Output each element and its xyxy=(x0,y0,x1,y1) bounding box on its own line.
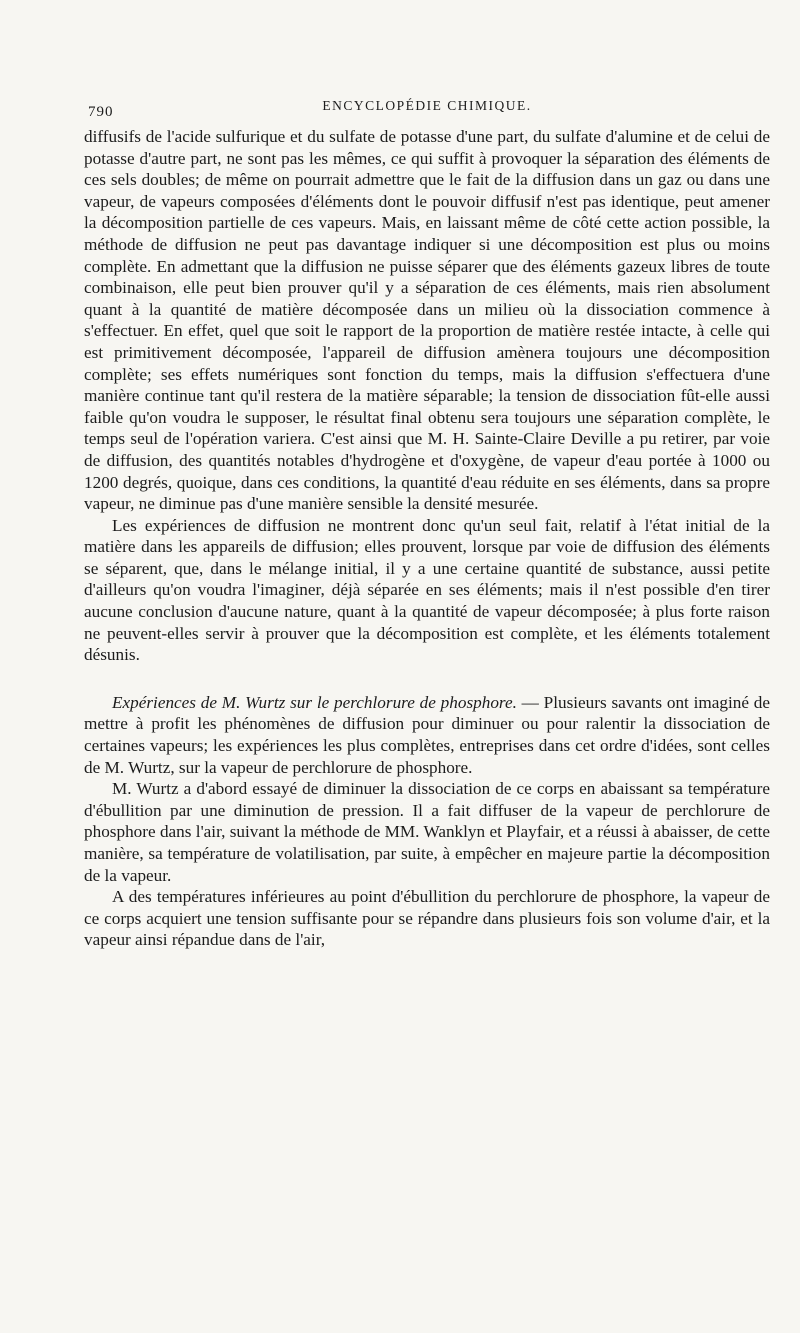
page-number: 790 xyxy=(88,104,114,120)
paragraph-2: Les expériences de diffusion ne montrent donc qu'un seul fait, relatif à l'état initial de la matière dans les appareils de diffusion; elles prouvent, lorsque par voie de diffusion des éléments se séparent, que, dans le mélange initial, il y a une certaine quantité de substance, aussi petite d'ailleurs qu'on voudra l'imaginer, déjà séparée en ses éléments; mais il n'est possible d'en tirer aucune conclusion d'aucune nature, quant à la quantité de vapeur décomposée; à plus forte raison ne peuvent-elles servir à prouver que la décomposition est complète, et les éléments totalement désunis. xyxy=(84,515,770,665)
page-header xyxy=(84,98,770,122)
paragraph-1: diffusifs de l'acide sulfurique et du sulfate de potasse d'une part, du sulfate d'alumine et de celui de potasse d'autre part, ne sont pas les mêmes, ce qui suffit à provoquer la séparation des éléments de ces sels doubles; de même on pourrait admettre que le fait de la diffusion dans un gaz ou dans une vapeur, de vapeurs composées d'éléments dont le pouvoir diffusif n'est pas identique, peut amener la décomposition partielle de ces vapeurs. Mais, en laissant même de côté cette action possible, la méthode de diffusion ne peut pas davantage indiquer si une décomposition est plus ou moins complète. En admettant que la diffusion ne puisse séparer que des éléments gazeux libres de toute combinaison, elle peut bien prouver qu'il y a séparation de ces éléments, mais rien absolument quant à la quantité de matière décomposée dans un milieu où la dissociation commence à s'effectuer. En effet, quel que soit le rapport de la proportion de matière restée intacte, à celle qui est primitivement décomposée, l'appareil de diffusion amènera toujours une décomposition complète; ses effets numériques sont fonction du temps, mais la diffusion s'effectuera d'une manière continue tant qu'il restera de la matière séparable; la tension de dissociation fût-elle aussi faible qu'on voudra le supposer, le résultat final obtenu sera toujours une séparation complète, le temps seul de l'opération variera. C'est ainsi que M. H. Sainte-Claire Deville a pu retirer, par voie de diffusion, des quantités notables d'hydrogène et d'oxygène, de vapeur d'eau portée à 1000 ou 1200 degrés, quoique, dans ces conditions, la quantité d'eau réduite en ses éléments, dans sa propre vapeur, ne diminue pas d'une manière sensible la densité mesurée. xyxy=(84,127,770,514)
paragraph-5: A des températures inférieures au point d'ébullition du perchlorure de phosphore, la vapeur de ce corps acquiert une tension suffisante pour se répandre dans plusieurs fois son volume d'air, et la vapeur ainsi répandue dans de l'air, xyxy=(84,887,770,950)
body-text xyxy=(84,126,770,951)
section-title: Expériences de M. Wurtz sur le perchlorure de phosphore. xyxy=(112,692,517,712)
paragraph-3-text: — Plusieurs savants ont imaginé de mettre à profit les phénomènes de diffusion pour diminuer ou pour ralentir la dissociation de certaines vapeurs; les expériences les plus complètes, entreprises dans cet ordre d'idées, sont celles de M. Wurtz, sur la vapeur de perchlorure de phosphore. xyxy=(84,692,770,777)
running-head: ENCYCLOPÉDIE CHIMIQUE. xyxy=(322,98,532,113)
paragraph-3 xyxy=(84,692,770,778)
section-spacer xyxy=(84,666,770,692)
paragraph-4: M. Wurtz a d'abord essayé de diminuer la dissociation de ce corps en abaissant sa température d'ébullition par une diminution de pression. Il a fait diffuser de la vapeur de perchlorure de phosphore dans l'air, suivant la méthode de MM. Wanklyn et Playfair, et a réussi à abaisser, de cette manière, sa température de volatilisation, par suite, à empêcher en majeure partie la décomposition de la vapeur. xyxy=(84,779,770,885)
